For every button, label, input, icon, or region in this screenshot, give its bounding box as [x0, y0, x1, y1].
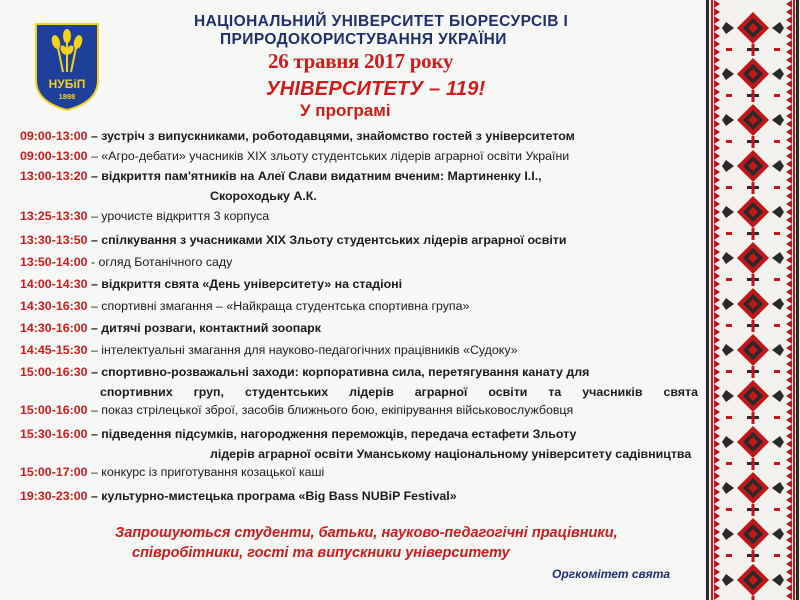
schedule-description-continued: лідерів аграрної освіти Уманському національному університету садівництва [210, 447, 692, 461]
schedule-description: – зустріч з випускниками, роботодавцями, знайомство гостей з університетом [87, 129, 575, 143]
schedule-description: – спортивно-розважальні заходи: корпоративна сила, перетягування канату для [87, 365, 590, 379]
schedule-description: – підведення підсумків, нагородження переможців, передача естафети Зльоту [87, 427, 577, 441]
schedule-item [20, 486, 698, 506]
invitation-line1: Запрошуються студенти, батьки, науково-педагогічні працівники, [115, 525, 618, 541]
schedule-time: 15:00-17:00 [20, 465, 88, 479]
header-title-line2: ПРИРОДОКОРИСТУВАННЯ УКРАЇНИ [220, 31, 507, 48]
schedule-time: 14:00-14:30 [20, 277, 88, 291]
anniversary-title: УНІВЕРСИТЕТУ – 119! [266, 78, 486, 100]
schedule-description-continued: Скороходьку А.К. [210, 189, 317, 203]
header-title-line1: НАЦІОНАЛЬНИЙ УНІВЕРСИТЕТ БІОРЕСУРСІВ І [194, 13, 569, 30]
schedule-time: 15:00-16:30 [20, 365, 88, 379]
schedule-item [20, 230, 698, 250]
schedule-time: 14:30-16:00 [20, 321, 88, 335]
schedule-time: 13:25-13:30 [20, 209, 88, 223]
embroidery-border [704, 0, 800, 600]
schedule-item [20, 126, 698, 146]
logo-text: НУБіП [48, 77, 86, 91]
schedule-description-continued: спортивних груп, студентських лідерів аграрної освіти та учасників свята [100, 385, 698, 399]
schedule-description: – культурно-мистецька програма «Big Bass NUBiP Festival» [87, 489, 457, 503]
schedule-description: - огляд Ботанічного саду [87, 255, 233, 269]
schedule-description: – конкурс із приготування козацької каші [87, 465, 325, 479]
schedule-time: 19:30-23:00 [20, 489, 88, 503]
university-logo [34, 22, 100, 112]
schedule-item [20, 400, 698, 420]
program-heading: У програмі [300, 101, 391, 120]
event-date: 26 травня 2017 року [268, 49, 454, 73]
schedule-time: 14:30-16:30 [20, 299, 88, 313]
schedule-description: – урочисте відкриття 3 корпуса [87, 209, 270, 223]
schedule-item [20, 252, 698, 272]
schedule-description: – спортивні змагання – «Найкраща студентська спортивна група» [87, 299, 470, 313]
invitation-line2: співробітники, гості та випускники університету [132, 545, 510, 561]
schedule-item [20, 166, 698, 206]
schedule-item [20, 146, 698, 166]
schedule-time: 14:45-15:30 [20, 343, 88, 357]
schedule-description: – дитячі розваги, контактний зоопарк [87, 321, 321, 335]
organizing-committee-signature: Оргкомітет свята [552, 567, 671, 581]
schedule-description: – «Агро-дебати» учасників XIX зльоту студентських лідерів аграрної освіти України [87, 149, 570, 163]
schedule-item [20, 462, 698, 482]
schedule-item [20, 296, 698, 316]
schedule-description: – спілкування з учасниками XIX Зльоту студентських лідерів аграрної освіти [87, 233, 567, 247]
schedule-description: – відкриття свята «День університету» на стадіоні [87, 277, 403, 291]
schedule-item [20, 340, 698, 360]
schedule-description: – відкриття пам'ятників на Алеї Слави видатним вченим: Мартиненку І.І., [87, 169, 542, 183]
logo-year: 1898 [58, 92, 76, 101]
schedule-item [20, 362, 698, 402]
schedule-time: 15:00-16:00 [20, 403, 88, 417]
schedule-item [20, 424, 698, 464]
schedule-time: 13:30-13:50 [20, 233, 88, 247]
schedule-time: 15:30-16:00 [20, 427, 88, 441]
schedule-time: 13:50-14:00 [20, 255, 88, 269]
schedule-item [20, 206, 698, 226]
schedule-description: – інтелектуальні змагання для науково-педагогічних працівників «Судоку» [87, 343, 518, 357]
schedule-item [20, 274, 698, 294]
schedule-time: 13:00-13:20 [20, 169, 88, 183]
schedule-description: – показ стрілецької зброї, засобів ближнього бою, екіпірування військовослужбовця [87, 403, 574, 417]
schedule-time: 09:00-13:00 [20, 149, 88, 163]
schedule-item [20, 318, 698, 338]
schedule-time: 09:00-13:00 [20, 129, 88, 143]
